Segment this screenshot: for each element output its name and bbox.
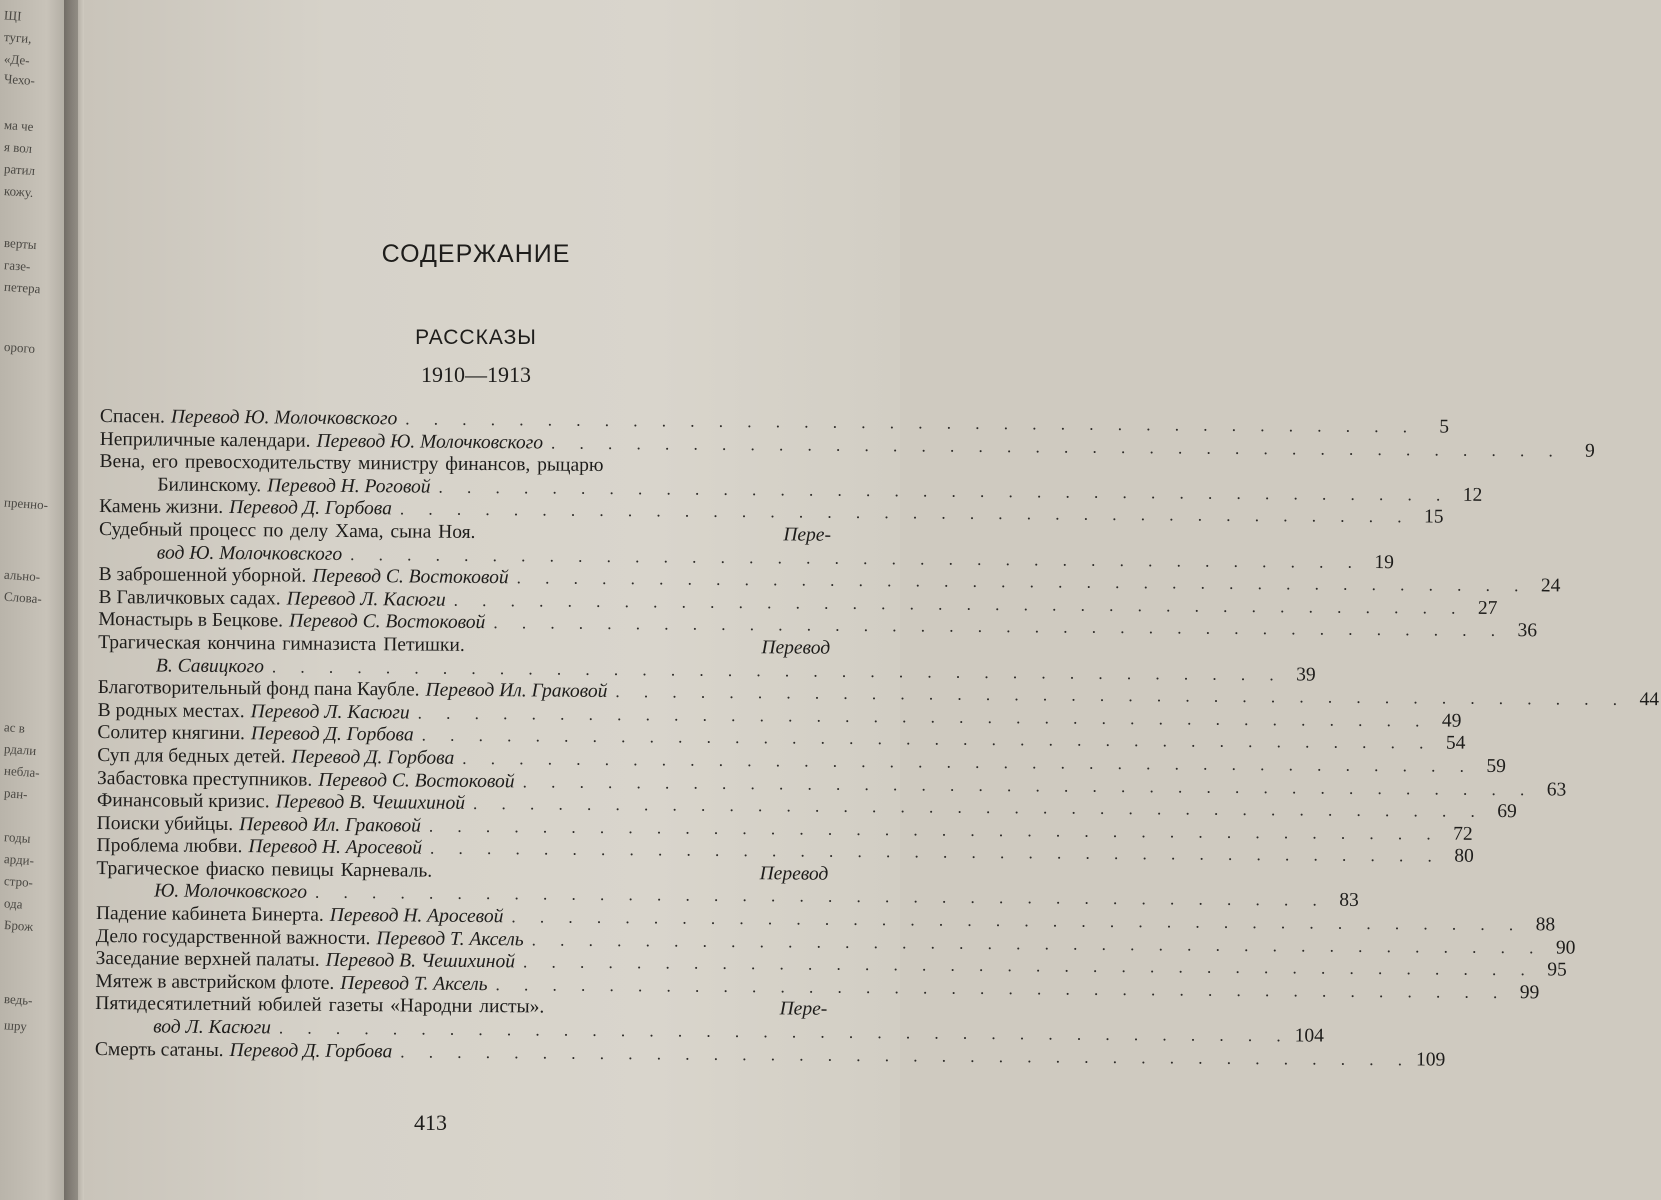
left-page-text-fragment: верты bbox=[3, 234, 38, 253]
page-ref: 80 bbox=[1454, 845, 1474, 868]
dot-leader: . . . . . . . . . . . . . . . . . . . . . . . . . . . . . . . . . . . . bbox=[399, 499, 1412, 527]
translator-credit: Перевод Ил. Граковой bbox=[239, 813, 422, 837]
left-page-text-fragment: «Де- bbox=[3, 51, 31, 68]
translator-credit: Перевод Д. Горбова bbox=[250, 723, 414, 746]
dot-leader: . . . . . . . . . . . . . . . . . . . . . . . . . . . . . . . . . . . . bbox=[550, 433, 1563, 461]
left-page-text-fragment: газе- bbox=[3, 257, 31, 274]
left-page-text-fragment: туги, bbox=[3, 29, 33, 46]
story-title: Билинскому. bbox=[157, 474, 262, 497]
left-page-text-fragment: кожу. bbox=[3, 182, 34, 201]
story-title: Благотворительный фонд пана Каубле. bbox=[97, 677, 420, 701]
dot-leader: . . . . . . . . . . . . . . . . . . . . . . . . . . . . . . . . . . . . bbox=[495, 974, 1508, 1002]
story-title: Забастовка преступников. bbox=[96, 767, 313, 791]
dot-leader: . . . . . . . . . . . . . . . . . . . . . . . . . . . . . . . . . . . . bbox=[417, 703, 1430, 731]
dot-leader: . . . . . . . . . . . . . . . . . . . . . . . . . . . . . . . . . . . . bbox=[428, 816, 1441, 844]
left-page-text-fragment: годы bbox=[3, 829, 32, 846]
toc-entry bbox=[94, 1038, 1446, 1071]
page-ref: 15 bbox=[1424, 506, 1444, 528]
translator-credit: Перевод В. Чешихиной bbox=[325, 950, 516, 973]
dot-leader: . . . . . . . . . . . . . . . . . . . . . . . . . . . . . . . . . . . . bbox=[315, 883, 1327, 911]
translator-credit: Перевод Л. Касюги bbox=[286, 588, 446, 611]
page-ref: 39 bbox=[1296, 663, 1316, 686]
page-ref: 72 bbox=[1453, 823, 1473, 845]
story-title: Финансовый кризис. bbox=[96, 790, 270, 813]
section-heading: РАССКАЗЫ bbox=[415, 326, 537, 349]
translator-credit: Перевод Л. Касюги bbox=[250, 700, 410, 724]
dot-leader: . . . . . . . . . . . . . . . . . . . . . . . . . . . . . . . . . . . . bbox=[516, 568, 1529, 596]
story-title: Монастырь в Бецкове. bbox=[98, 609, 284, 632]
page-ref: 36 bbox=[1517, 620, 1538, 642]
left-page-text-fragment: ран- bbox=[3, 785, 29, 802]
page-ref: 104 bbox=[1294, 1025, 1325, 1047]
story-title: Заседание верхней палаты. bbox=[95, 948, 320, 971]
table-of-contents bbox=[94, 406, 1660, 1071]
book-gutter bbox=[64, 0, 84, 1200]
translator-credit: Перевод Д. Горбова bbox=[229, 1039, 393, 1062]
page-ref: 19 bbox=[1374, 551, 1394, 573]
story-title: Вена, его превосходительству министру финансов, рыцарю bbox=[99, 451, 604, 477]
translator-credit: Перевод Д. Горбова bbox=[291, 746, 455, 769]
page-ref: 12 bbox=[1462, 484, 1483, 506]
page-ref: 95 bbox=[1547, 959, 1567, 981]
dot-leader: . . . . . . . . . . . . . . . . . . . . . . . . . . . . . . . . . . . . bbox=[522, 771, 1535, 799]
dot-leader: . . . . . . . . . . . . . . . . . . . . . . . . . . . . . . . . . . . . bbox=[462, 748, 1475, 776]
translator-credit: Перевод Ю. Молочковского bbox=[316, 430, 544, 454]
page-ref: 63 bbox=[1546, 778, 1567, 801]
dot-leader: . . . . . . . . . . . . . . . . . . . . . . . . . . . . . . . . . . . . bbox=[271, 656, 1284, 684]
left-page-text-fragment: ратил bbox=[3, 160, 36, 179]
left-page-text-fragment: шру bbox=[3, 1017, 28, 1034]
page-ref: 9 bbox=[1584, 440, 1595, 462]
left-page-text-fragment: стро- bbox=[3, 873, 34, 890]
translator-credit: Перевод С. Востоковой bbox=[318, 769, 515, 792]
dot-leader: . . . . . . . . . . . . . . . . . . . . . . . . . . . . . . . . . . . . bbox=[453, 590, 1466, 618]
left-page-text-fragment: арди- bbox=[3, 850, 35, 869]
translator-credit: В. Савицкого bbox=[155, 654, 265, 677]
story-title: Судебный процесс по делу Хама, сына Ноя. bbox=[98, 518, 476, 543]
translator-credit: Перевод Н. Роговой bbox=[267, 475, 431, 498]
toc-entry bbox=[95, 993, 1325, 1047]
page-ref: 44 bbox=[1639, 689, 1660, 711]
left-page-text-fragment: ма че bbox=[3, 116, 34, 135]
story-title: В Гавличковых садах. bbox=[98, 586, 281, 610]
page-ref: 109 bbox=[1415, 1048, 1446, 1071]
translator-credit: Перевод Д. Горбова bbox=[229, 497, 392, 520]
toc-entry bbox=[99, 451, 1483, 506]
page-ref: 5 bbox=[1439, 416, 1450, 438]
translator-credit: Пере- bbox=[779, 998, 828, 1021]
left-page-text-fragment: Брож bbox=[3, 917, 34, 934]
dot-leader: . . . . . . . . . . . . . . . . . . . . . . . . . . . . . . . . . . . . bbox=[615, 682, 1628, 710]
left-page-text-fragment: пренно- bbox=[3, 494, 49, 513]
translator-credit: Перевод bbox=[759, 863, 829, 885]
story-title: Солитер княгини. bbox=[97, 722, 246, 745]
translator-credit: вод Ю. Молочковского bbox=[156, 542, 343, 565]
translator-credit: Перевод С. Востоковой bbox=[312, 565, 509, 589]
left-page-text-fragment: ведь- bbox=[3, 991, 34, 1008]
dot-leader: . . . . . . . . . . . . . . . . . . . . . . . . . . . . . . . . . . . . bbox=[472, 794, 1485, 821]
dot-leader: . . . . . . . . . . . . . . . . . . . . . . . . . . . . . . . . . . . . bbox=[522, 952, 1535, 980]
story-title: Дело государственной важности. bbox=[95, 925, 371, 949]
left-page-text-fragment: я вол bbox=[3, 139, 33, 156]
page-ref: 24 bbox=[1540, 575, 1561, 597]
story-title: Мятеж в австрийском флоте. bbox=[95, 970, 335, 994]
dot-leader: . . . . . . . . . . . . . . . . . . . . . . . . . . . . . . . . . . . . bbox=[511, 907, 1524, 935]
page-number: 413 bbox=[414, 1110, 447, 1135]
dot-leader: . . . . . . . . . . . . . . . . . . . . . . . . . . . . . . . . . . . . bbox=[278, 1018, 1291, 1046]
story-title: Суп для бедных детей. bbox=[97, 744, 286, 768]
dot-leader: . . . . . . . . . . . . . . . . . . . . . . . . . . . . . . . . . . . . bbox=[400, 1042, 1413, 1069]
story-title: Спасен. bbox=[99, 406, 165, 428]
dot-leader: . . . . . . . . . . . . . . . . . . . . . . . . . . . . . . . . . . . . bbox=[429, 838, 1442, 866]
dot-leader: . . . . . . . . . . . . . . . . . . . . . . . . . . . . . . . . . . . . bbox=[531, 930, 1544, 958]
left-page-text-fragment: ас в bbox=[3, 719, 26, 736]
page-ref: 59 bbox=[1486, 755, 1507, 777]
left-page-text-fragment: орого bbox=[3, 338, 36, 357]
story-title: Неприличные календари. bbox=[99, 428, 311, 452]
dot-leader: . . . . . . . . . . . . . . . . . . . . . . . . . . . . . . . . . . . . bbox=[493, 613, 1506, 641]
page-ref: 88 bbox=[1535, 914, 1556, 936]
page-ref: 27 bbox=[1477, 597, 1498, 619]
dot-leader: . . . . . . . . . . . . . . . . . . . . . . . . . . . . . . . . . . . . bbox=[421, 725, 1434, 753]
page-ref: 83 bbox=[1339, 890, 1359, 912]
story-title: Трагическое фиаско певицы Карневаль. bbox=[96, 857, 433, 882]
translator-credit: Перевод В. Чешихиной bbox=[275, 791, 466, 814]
page-ref: 99 bbox=[1519, 982, 1540, 1004]
translator-credit: Перевод bbox=[761, 637, 831, 659]
translator-credit: Перевод Ил. Граковой bbox=[425, 679, 608, 703]
left-page-text-fragment: ода bbox=[3, 895, 24, 912]
toc-entry bbox=[98, 518, 1394, 573]
page-ref: 54 bbox=[1445, 732, 1466, 755]
story-title: Проблема любви. bbox=[96, 835, 243, 858]
page-ref: 49 bbox=[1441, 710, 1462, 732]
left-page-text-fragment: ально- bbox=[3, 566, 41, 585]
toc-entry bbox=[98, 631, 1316, 686]
translator-credit: вод Л. Касюги bbox=[153, 1016, 272, 1039]
story-title: Поиски убийцы. bbox=[96, 812, 234, 835]
book-page bbox=[84, 0, 1660, 1200]
left-page-text-fragment: петера bbox=[3, 278, 41, 297]
translator-credit: Перевод Н. Аросевой bbox=[329, 904, 504, 928]
story-title: В заброшенной уборной. bbox=[98, 564, 307, 587]
dot-leader: . . . . . . . . . . . . . . . . . . . . . . . . . . . . . . . . . . . . bbox=[405, 409, 1418, 437]
story-title: Смерть сатаны. bbox=[94, 1038, 224, 1061]
story-title: Падение кабинета Бинерта. bbox=[95, 903, 324, 926]
translator-credit: Ю. Молочковского bbox=[154, 880, 308, 904]
dot-leader: . . . . . . . . . . . . . . . . . . . . . . . . . . . . . . . . . . . . bbox=[350, 544, 1362, 572]
dot-leader: . . . . . . . . . . . . . . . . . . . . . . . . . . . . . . . . . . . . bbox=[438, 477, 1451, 505]
story-title: Трагическая кончина гимназиста Петишки. bbox=[98, 631, 465, 656]
translator-credit: Перевод Ю. Молочковского bbox=[170, 406, 398, 430]
section-years: 1910—1913 bbox=[421, 362, 531, 387]
toc-entry bbox=[96, 857, 1359, 912]
translator-credit: Перевод Т. Аксель bbox=[376, 927, 524, 950]
toc-line bbox=[94, 1038, 1446, 1071]
left-page-text-fragment: Слова- bbox=[3, 588, 43, 607]
translator-credit: Перевод Т. Аксель bbox=[340, 972, 488, 995]
left-page-text-fragment: ЩІ bbox=[3, 7, 22, 24]
page-ref: 90 bbox=[1555, 937, 1576, 959]
left-page-text-fragment: рдали bbox=[3, 740, 37, 759]
page-ref: 69 bbox=[1497, 801, 1517, 823]
page-title: СОДЕРЖАНИЕ bbox=[381, 240, 571, 268]
left-page-text-fragment: небла- bbox=[3, 762, 41, 781]
translator-credit: Пере- bbox=[783, 524, 832, 546]
translator-credit: Перевод Н. Аросевой bbox=[248, 836, 423, 859]
story-title: Пятидесятилетний юбилей газеты «Народни листы». bbox=[95, 993, 545, 1018]
left-page-text-fragment: Чехо- bbox=[3, 70, 36, 89]
story-title: В родных местах. bbox=[97, 699, 245, 722]
story-title: Камень жизни. bbox=[99, 496, 224, 519]
translator-credit: Перевод С. Востоковой bbox=[288, 610, 486, 634]
